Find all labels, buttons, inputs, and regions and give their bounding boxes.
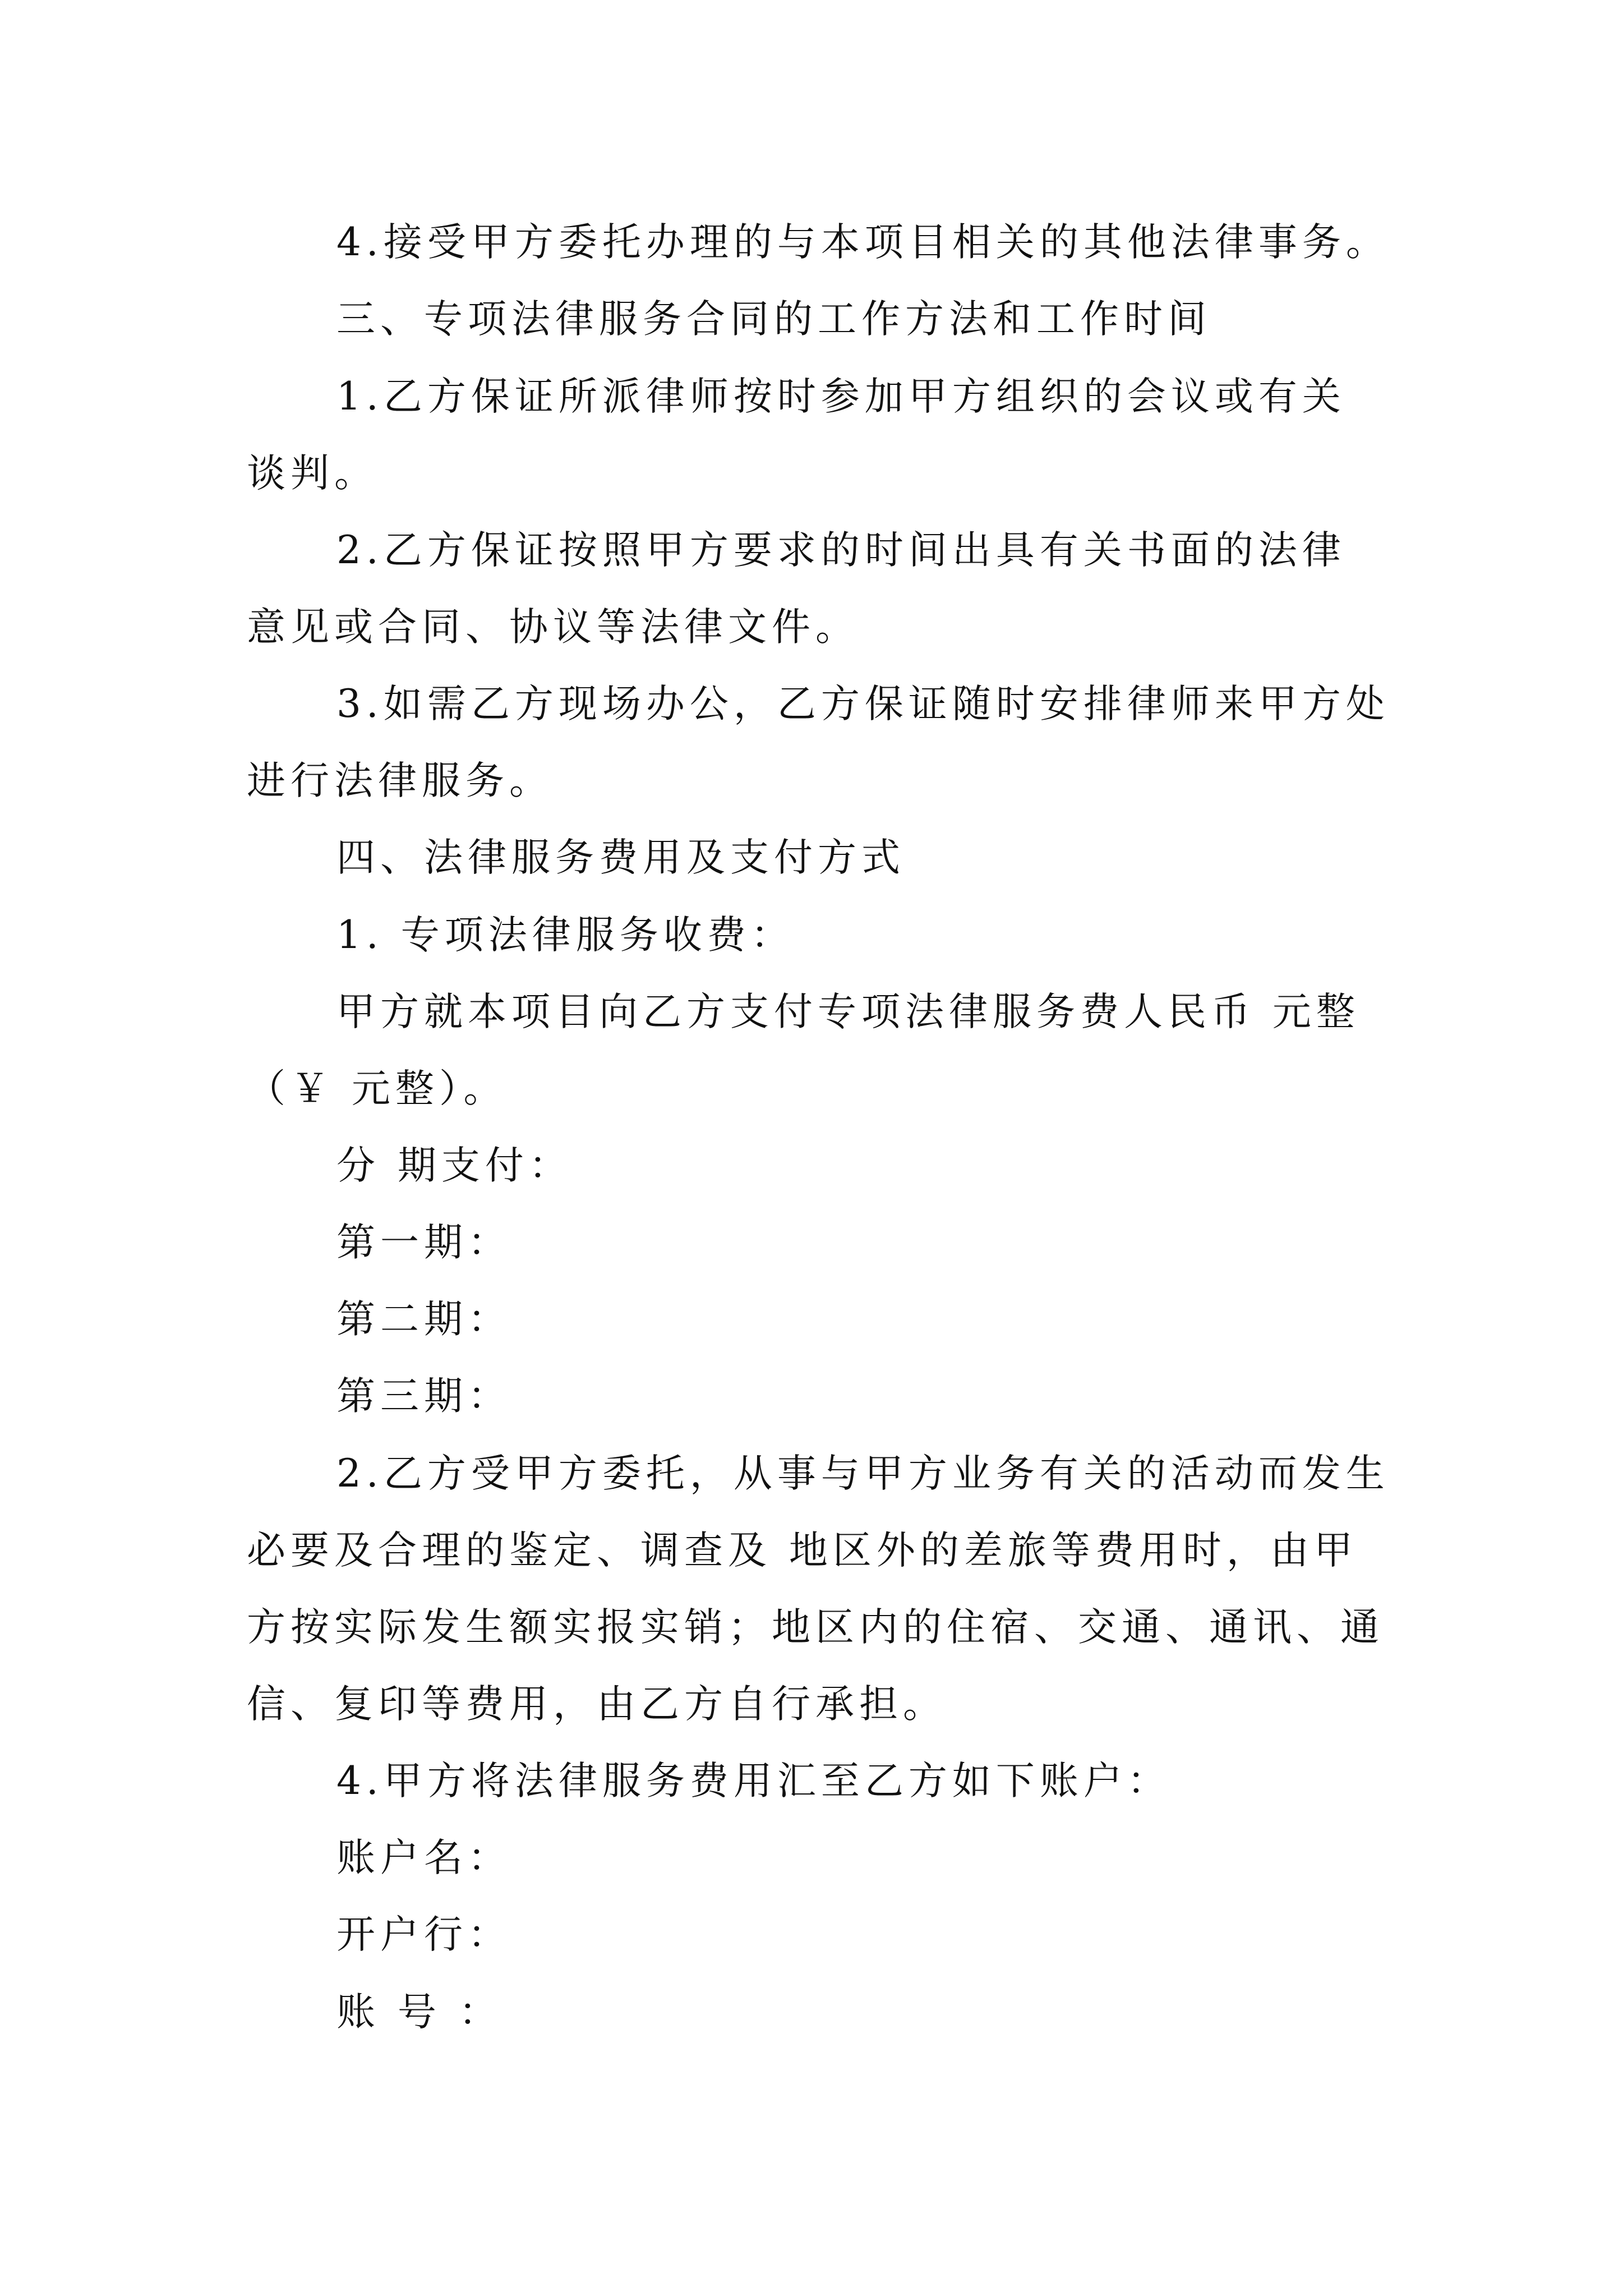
fee-subheading: 1. 专项法律服务收费： bbox=[336, 913, 795, 958]
clause-3-onsite-line-2: 进行法律服务。 bbox=[247, 758, 553, 803]
section-3-heading: 三、专项法律服务合同的工作方法和工作时间 bbox=[336, 297, 1211, 342]
account-name-label: 账户名： bbox=[336, 1835, 511, 1880]
bank-label: 开户行： bbox=[336, 1912, 511, 1957]
clause-1-meetings-line-1: 1.乙方保证所派律师按时参加甲方组织的会议或有关 bbox=[336, 374, 1346, 419]
expenses-clause-line-2: 必要及合理的鉴定、调查及 地区外的差旅等费用时，由甲 bbox=[247, 1528, 1358, 1573]
payment-account-clause: 4.甲方将法律服务费用汇至乙方如下账户： bbox=[336, 1759, 1171, 1803]
clause-3-onsite-line-1: 3.如需乙方现场办公，乙方保证随时安排律师来甲方处 bbox=[336, 682, 1390, 726]
clause-1-meetings-line-2: 谈判。 bbox=[247, 451, 378, 496]
installment-2: 第二期： bbox=[336, 1297, 511, 1342]
installment-heading: 分 期支付： bbox=[336, 1143, 573, 1188]
fee-amount-line-1: 甲方就本项目向乙方支付专项法律服务费人民币 元整 bbox=[336, 990, 1360, 1034]
expenses-clause-line-3: 方按实际发生额实报实销；地区内的住宿、交通、通讯、通 bbox=[247, 1605, 1384, 1650]
expenses-clause-line-1: 2.乙方受甲方委托，从事与甲方业务有关的活动而发生 bbox=[336, 1451, 1390, 1496]
expenses-clause-line-4: 信、复印等费用，由乙方自行承担。 bbox=[247, 1682, 947, 1727]
installment-3: 第三期： bbox=[336, 1374, 511, 1419]
installment-1: 第一期： bbox=[336, 1220, 511, 1265]
account-number-label: 账 号 ： bbox=[336, 1990, 502, 2035]
fee-amount-line-2: （￥ 元整）。 bbox=[247, 1066, 508, 1111]
clause-4-other-legal-affairs: 4.接受甲方委托办理的与本项目相关的其他法律事务。 bbox=[336, 220, 1390, 265]
clause-2-opinions-line-2: 意见或合同、协议等法律文件。 bbox=[247, 605, 859, 650]
clause-2-opinions-line-1: 2.乙方保证按照甲方要求的时间出具有关书面的法律 bbox=[336, 528, 1346, 573]
section-4-heading: 四、法律服务费用及支付方式 bbox=[336, 835, 905, 880]
